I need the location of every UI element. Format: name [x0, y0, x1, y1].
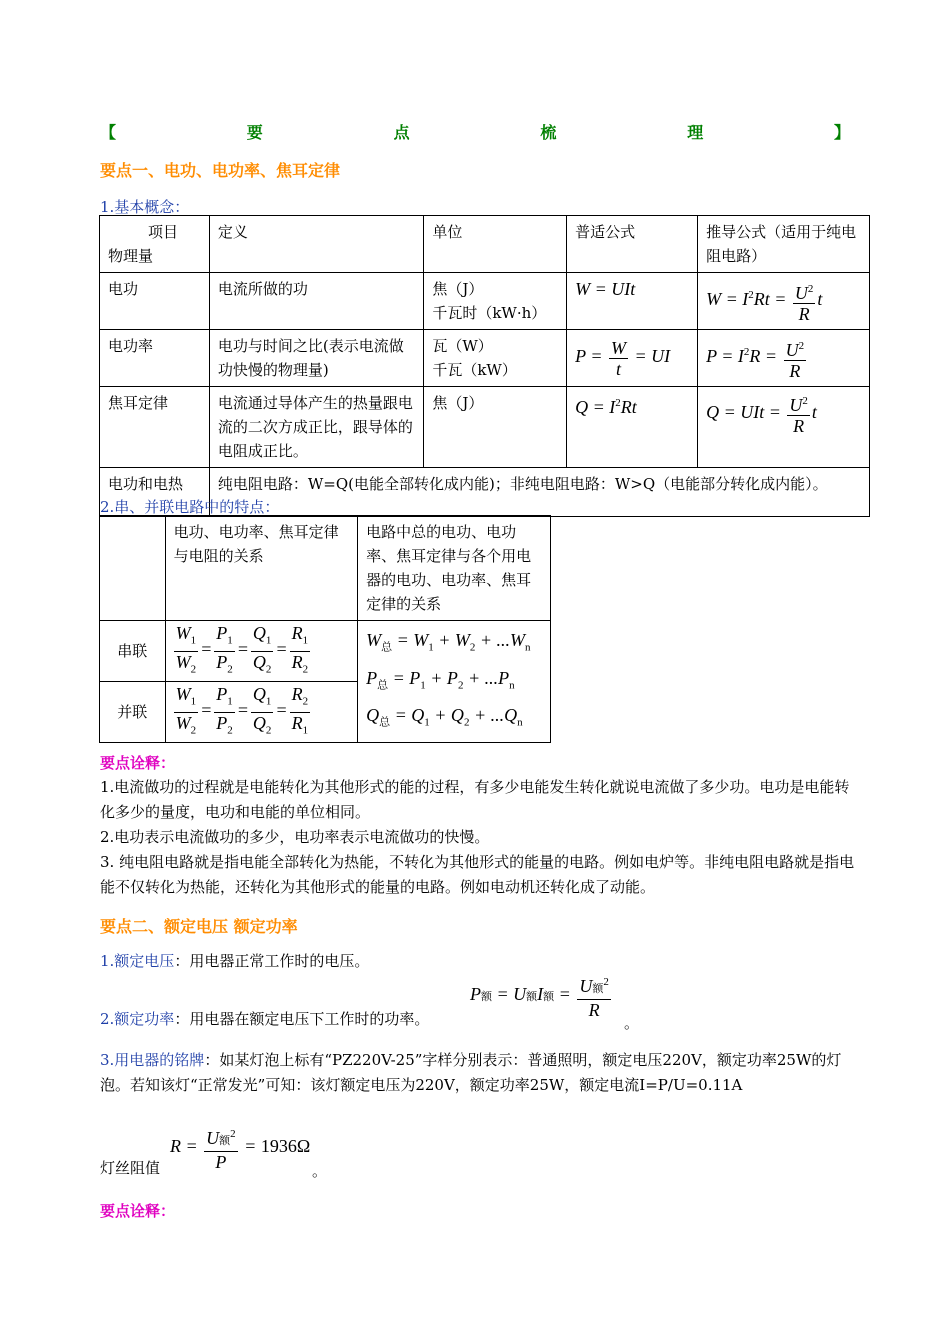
row-name: 电功 — [100, 273, 210, 330]
table-header-row — [100, 216, 870, 273]
row-name: 焦耳定律 — [100, 387, 210, 468]
row-unit — [424, 387, 567, 468]
table-row — [100, 387, 870, 468]
section1-heading: 要点一、电功、电功率、焦耳定律 — [100, 161, 341, 180]
row-name: 电功和电热 — [100, 468, 210, 517]
title-bracket-left: 【 — [100, 123, 117, 142]
header-item: 项目 — [148, 223, 179, 241]
series-ratio — [165, 621, 358, 682]
total-heat-formula: $Q_总 = Q_1 + Q_2 + ...Q_n$ — [366, 705, 523, 730]
row-definition: 电流所做的功 — [209, 273, 423, 330]
section2-heading: 要点二、额定电压 额定功率 — [100, 917, 298, 936]
header-derived: 推导公式（适用于纯电阻电路） — [698, 216, 870, 273]
notes1-heading: 要点诠释： — [100, 754, 176, 772]
page-title — [100, 120, 850, 143]
nameplate-item — [100, 1048, 860, 1098]
series-parallel-table — [99, 515, 551, 743]
title-char: 要 — [246, 123, 263, 142]
parallel-ratio-formula: $\frac{W_1}{W_2}$ = $\frac{P_1}{P_2}$ = $\frac{Q_1}{Q_2}$ = $\frac{R_2}{R_1}$ — [175, 684, 309, 737]
row-series: 串联 — [100, 621, 166, 682]
notes2-heading: 要点诠释： — [100, 1202, 176, 1220]
concepts-table — [99, 215, 870, 517]
rated-subscript: 额 — [481, 990, 492, 1004]
row-derived — [698, 330, 870, 387]
rated-voltage-text: ：用电器正常工作时的电压。 — [174, 952, 370, 970]
derived-power: $P = I^2R$ = $\frac{U^2}{R}$ — [706, 346, 808, 366]
rated-voltage-item — [100, 950, 369, 971]
note-paragraph: 2.电功表示电流做功的多少，电功率表示电流做功的快慢。 — [100, 828, 490, 846]
table-header-row — [100, 516, 551, 621]
title-char: 梳 — [540, 123, 557, 142]
row-formula — [567, 387, 698, 468]
row-derived — [698, 387, 870, 468]
unit-primary: 瓦（W） — [432, 337, 493, 355]
rated-subscript: 额 — [592, 982, 604, 995]
note-paragraph: 3. 纯电阻电路就是指电能全部转化为热能，不转化为其他形式的能量的电路。例如电炉等。非纯电阻电路就是指电能不仅转化为热能，还转化为其他形式的能量的电路。例如电动机还转化成了动能。 — [100, 853, 855, 896]
rated-subscript: 额 — [526, 990, 538, 1004]
header-definition: 定义 — [209, 216, 423, 273]
rated-power-label: 2.额定功率 — [100, 1010, 175, 1028]
resistance-formula: R = $\frac{U额^2}{P}$ = 1936Ω — [170, 1124, 310, 1172]
rated-voltage-label: 1.额定电压 — [100, 952, 175, 970]
header-empty — [100, 516, 166, 621]
row-formula — [567, 273, 698, 330]
formula-work: W = UIt — [575, 279, 636, 299]
table-row — [100, 273, 870, 330]
rated-power-text: ：用电器在额定电压下工作时的功率。 — [174, 1010, 430, 1028]
derived-heat: Q = UIt = $\frac{U^2}{R}$ t — [706, 402, 817, 422]
row-parallel: 并联 — [100, 682, 166, 743]
total-relations — [358, 621, 551, 743]
series-ratio-formula: $\frac{W_1}{W_2}$ = $\frac{P_1}{P_2}$ = $\frac{Q_1}{Q_2}$ = $\frac{R_1}{R_2}$ — [175, 623, 309, 676]
total-subscript: 总 — [381, 641, 393, 654]
row-formula — [567, 330, 698, 387]
table-row — [100, 330, 870, 387]
header-qty: 物理量 — [108, 247, 154, 265]
nameplate-label: 3.用电器的铭牌 — [100, 1051, 205, 1069]
table-row — [100, 621, 551, 682]
row-unit — [424, 273, 567, 330]
unit-secondary: 千瓦时（kW·h） — [432, 304, 547, 322]
header-unit: 单位 — [424, 216, 567, 273]
rated-subscript: 额 — [219, 1134, 231, 1147]
row-unit — [424, 330, 567, 387]
series-parallel-label: 2.串、并联电路中的特点： — [100, 498, 280, 516]
row-description: 纯电阻电路：W=Q(电能全部转化成内能)；非纯电阻电路：W>Q（电能部分转化成内能）。 — [209, 468, 869, 517]
title-bracket-right: 】 — [833, 123, 850, 142]
derived-work: $W = I^2Rt$ = $\frac{U^2}{R}$ t — [706, 289, 822, 309]
rated-power-item — [100, 1008, 429, 1029]
resistance-end: 。 — [312, 1162, 328, 1180]
total-subscript: 总 — [379, 717, 391, 730]
total-subscript: 总 — [377, 679, 389, 692]
rated-power-formula: P额 = U额I额 = $\frac{U额^2}{R}$ — [470, 972, 613, 1020]
rated-subscript: 额 — [543, 990, 555, 1004]
formula-heat: $Q = I^2Rt$ — [575, 397, 637, 417]
row-definition: 电功与时间之比(表示电流做功快慢的物理量) — [209, 330, 423, 387]
header-total: 电路中总的电功、电功率、焦耳定律与各个用电器的电功、电功率、焦耳定律的关系 — [358, 516, 551, 621]
resistance-value: 1936Ω — [260, 1136, 311, 1157]
note-paragraph: 1.电流做功的过程就是电能转化为其他形式的能的过程，有多少电能发生转化就说电流做了多少功。电功是电能转化多少的量度，电功和电能的单位相同。 — [100, 778, 850, 821]
title-char: 点 — [393, 123, 410, 142]
formula-power: P = $\frac{W}{t}$ = UI — [575, 337, 671, 379]
unit-primary: 焦（J） — [432, 394, 484, 412]
parallel-ratio — [165, 682, 358, 743]
total-power-formula: $P_总 = P_1 + P_2 + ...P_n$ — [366, 667, 515, 692]
row-name: 电功率 — [100, 330, 210, 387]
total-work-formula: $W_总 = W_1 + W_2 + ...W_n$ — [366, 630, 531, 654]
nameplate-text: ：如某灯泡上标有“PZ220V-25”字样分别表示：普通照明，额定电压220V，额定功率25W的灯泡。若知该灯“正常发光”可知：该灯额定电压为220V，额定功率25W，额定电流I=P/U=0.11A — [100, 1051, 842, 1094]
row-definition: 电流通过导体产生的热量跟电流的二次方成正比，跟导体的电阻成正比。 — [209, 387, 423, 468]
header-item-qty — [100, 216, 210, 273]
basic-concepts-label: 1.基本概念： — [100, 198, 190, 216]
rated-power-end: 。 — [624, 1014, 640, 1032]
header-relation: 电功、电功率、焦耳定律与电阻的关系 — [165, 516, 358, 621]
title-char: 理 — [687, 123, 704, 142]
resistance-label: 灯丝阻值 — [100, 1159, 161, 1177]
header-formula: 普适公式 — [567, 216, 698, 273]
unit-primary: 焦（J） — [432, 280, 484, 298]
unit-secondary: 千瓦（kW） — [432, 361, 517, 379]
row-derived — [698, 273, 870, 330]
